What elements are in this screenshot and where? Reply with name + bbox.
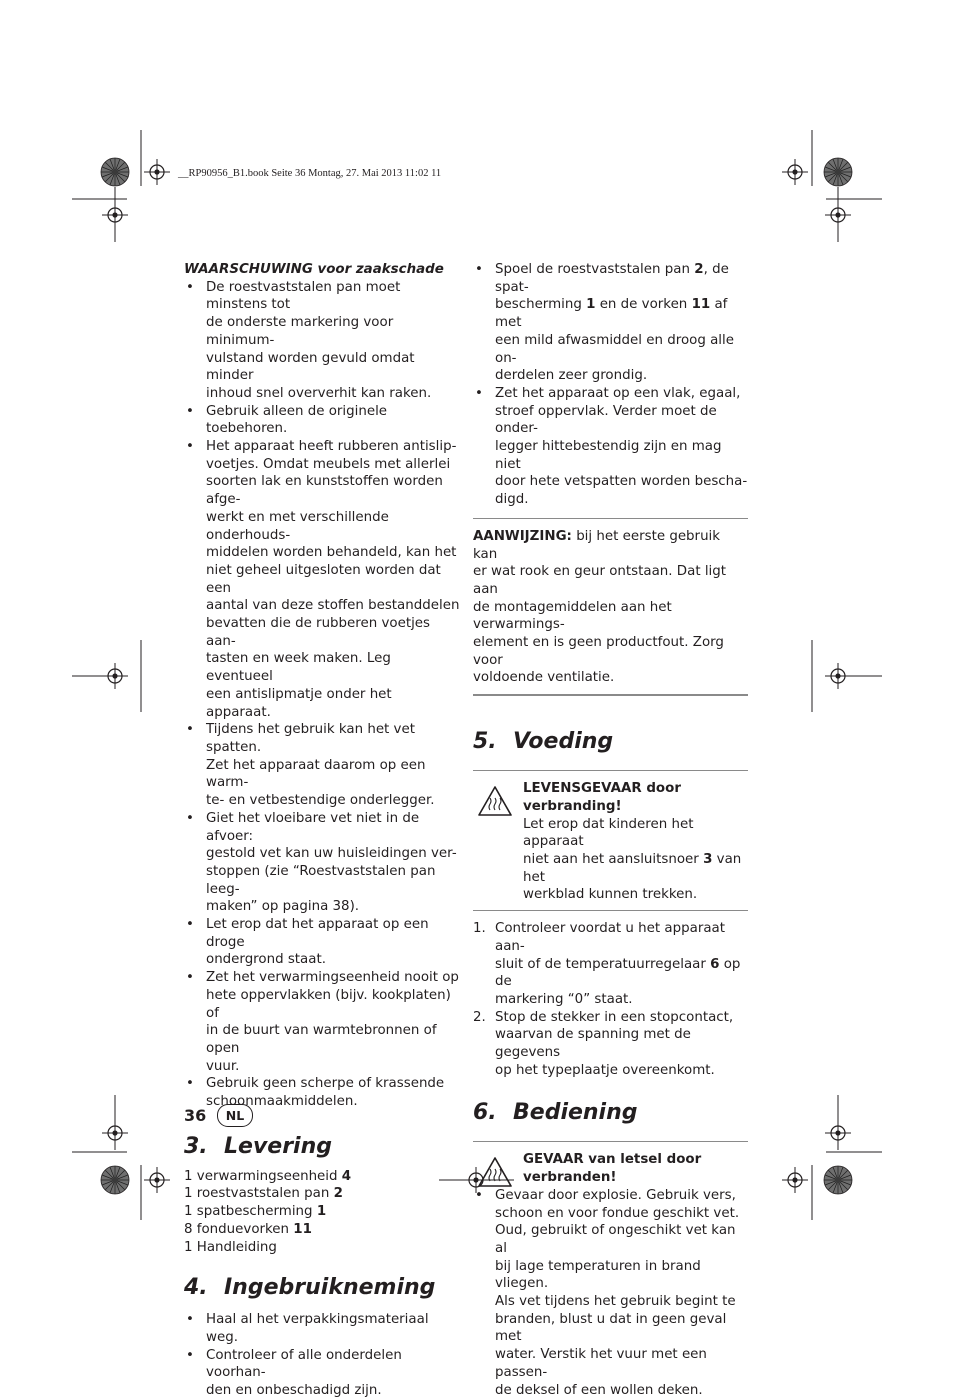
- fire-safety-bullet-list: [473, 1187, 748, 1399]
- section-3-heading: 3. Levering: [184, 1133, 333, 1159]
- list-item: • De roestvaststalen pan moet minstens tot de onderste markering voor minimum- vulstand worden gevuld omdat minder inhoud snel oververhit kan raken.: [184, 279, 460, 403]
- list-item: 1. Controleer voordat u het apparaat aan- sluit of de temperatuurregelaar 6 op de markering “0” staat.: [473, 921, 741, 1007]
- hot-surface-warning-icon: [477, 1156, 513, 1188]
- warning-title: LEVENSGEVAAR door: [523, 781, 681, 797]
- registration-rosette-icon: [824, 1166, 852, 1194]
- registration-rosette-icon: [101, 158, 129, 186]
- list-item: • Let erop dat het apparaat op een droge ondergrond staat.: [184, 916, 460, 969]
- warning-title: verbranding!: [523, 798, 622, 814]
- property-damage-warning-title: WAARSCHUWING voor zaakschade: [184, 262, 444, 277]
- list-item: • Tijdens het gebruik kan het vet spatten. Zet het apparaat daarom op een warm- te- en vetbestendige onderlegger.: [184, 721, 460, 810]
- delivery-item: 8 fonduevorken 11: [184, 1221, 312, 1237]
- list-item: • Gebruik geen scherpe of krassende schoonmaakmiddelen.: [184, 1075, 460, 1110]
- delivery-item: 1 roestvaststalen pan 2: [184, 1186, 343, 1202]
- hot-surface-warning-icon: [477, 785, 513, 817]
- registration-crosshair-icon: [782, 1167, 808, 1193]
- list-item: • Zet het verwarmingseenheid nooit op hete oppervlakken (bijv. kookplaten) of in de buurt van warmtebronnen of open vuur.: [184, 969, 460, 1075]
- registration-crosshair-icon: [782, 159, 808, 185]
- list-item: • Het apparaat heeft rubberen antislip- voetjes. Omdat meubels met allerlei soorten lak en kunststoffen worden afge- werkt en met verschillende onderhouds- middelen worden behandeld, kan het niet geheel uitgesloten worden dat een aantal van deze stoffen bestanddelen bevatten die de rubberen voetjes aan- tasten en week maken. Leg eventueel een antislipmatje onder het apparaat.: [184, 438, 460, 721]
- language-badge: NL: [217, 1104, 253, 1127]
- list-item: • Spoel de roestvaststalen pan 2, de spat- bescherming 1 en de vorken 11 af met een mild afwasmiddel en droog alle on- derdelen zeer grondig.: [473, 261, 748, 385]
- list-item: • Zet het apparaat op een vlak, egaal, stroef oppervlak. Verder moet de onder- legger hittebestendig zijn en mag niet door hete vetspatten worden bescha- digd.: [473, 385, 748, 509]
- page-number: 36: [184, 1106, 207, 1125]
- right-column: [473, 261, 748, 1399]
- setup-bullet-list: [184, 1311, 460, 1400]
- delivery-list: [184, 1168, 460, 1257]
- delivery-item: 1 Handleiding: [184, 1239, 277, 1255]
- burn-warning-box: LEVENSGEVAAR door verbranding! Let erop dat kinderen het apparaat niet aan het aansluitsnoer 3 van het werkblad kunnen trekken.: [473, 771, 748, 904]
- registration-rosette-icon: [824, 158, 852, 186]
- section-5-heading: 5. Voeding: [473, 729, 614, 755]
- warning-title: verbranden!: [523, 1170, 617, 1186]
- warning-title: GEVAAR van letsel door: [523, 1152, 702, 1168]
- note-label: AANWIJZING:: [473, 528, 572, 544]
- warning-bullet-list: [184, 279, 460, 1111]
- left-column: [184, 261, 460, 1400]
- section-4-heading: 4. Ingebruikneming: [184, 1275, 436, 1301]
- cleaning-bullet-list: [473, 261, 748, 509]
- list-item: • Giet het vloeibare vet niet in de afvoer: gestold vet kan uw huisleidingen ver- stoppen (zie “Roestvaststalen pan leeg- maken” op pagina 38).: [184, 810, 460, 916]
- list-item: 2. Stop de stekker in een stopcontact, waarvan de spanning met de gegevens op het typeplaatje overeenkomt.: [473, 1009, 734, 1078]
- list-item: • Haal al het verpakkingsmateriaal weg.: [184, 1311, 460, 1346]
- registration-crosshair-icon: [144, 159, 170, 185]
- connection-steps: [473, 920, 748, 1079]
- list-item: • Gebruik alleen de originele toebehoren.: [184, 403, 460, 438]
- registration-rosette-icon: [101, 1166, 129, 1194]
- print-file-header: __RP90956_B1.book Seite 36 Montag, 27. Mai 2013 11:02 11: [178, 168, 442, 179]
- note-block: AANWIJZING: bij het eerste gebruik kan er wat rook en geur ontstaan. Dat ligt aan de montagemiddelen aan het verwarmings- element en is geen productfout. Zorg voor voldoende ventilatie.: [473, 528, 727, 686]
- section-6-heading: 6. Bediening: [473, 1100, 638, 1126]
- list-item: • Gevaar door explosie. Gebruik vers, schoon en voor fondue geschikt vet. Oud, gebruikt of ongeschikt vet kan al bij lage temperaturen in brand vliegen. Als vet tijdens het gebruik begint te branden, blust u dat in geen geval met water. Verstik het vuur met een passen- de deksel of een wollen deken.: [473, 1187, 748, 1399]
- list-item: • Controleer of alle onderdelen voorhan- den en onbeschadigd zijn.: [184, 1347, 460, 1400]
- delivery-item: 1 spatbescherming 1: [184, 1204, 327, 1220]
- registration-crosshair-icon: [144, 1167, 170, 1193]
- injury-warning-box: [473, 1142, 748, 1186]
- delivery-item: 1 verwarmingseenheid 4: [184, 1168, 352, 1184]
